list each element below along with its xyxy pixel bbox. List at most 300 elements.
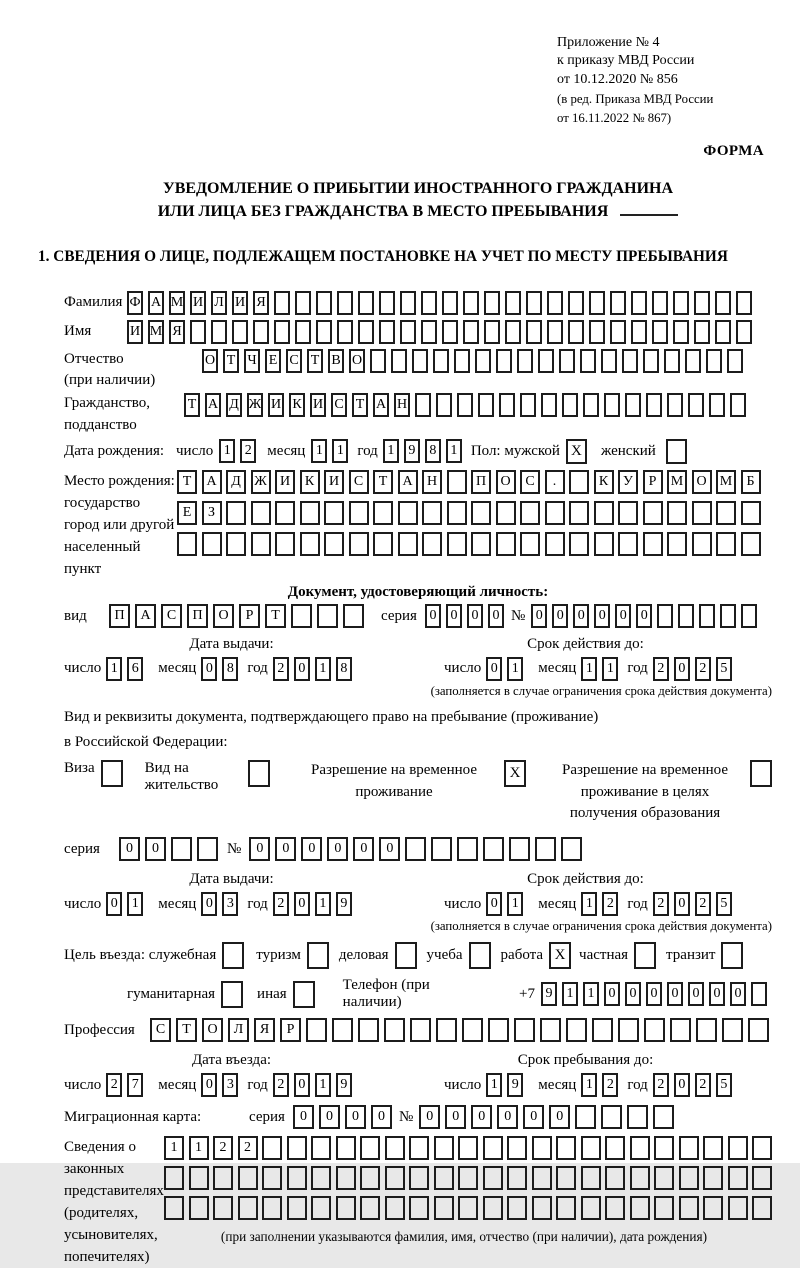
char-cell[interactable]: [526, 291, 542, 315]
char-cell[interactable]: [654, 1136, 674, 1160]
char-cell[interactable]: [630, 1166, 650, 1190]
char-cell[interactable]: 0: [294, 1073, 310, 1097]
char-cell[interactable]: [164, 1166, 184, 1190]
char-cell[interactable]: [556, 1196, 576, 1220]
char-cell[interactable]: [422, 532, 442, 556]
char-cell[interactable]: Т: [184, 393, 200, 417]
char-cell[interactable]: [379, 320, 395, 344]
char-cell[interactable]: [752, 1166, 772, 1190]
char-cell[interactable]: [556, 1166, 576, 1190]
char-cell[interactable]: 0: [488, 604, 504, 628]
char-cell[interactable]: 2: [695, 892, 711, 916]
char-cell[interactable]: 0: [419, 1105, 440, 1129]
char-cell[interactable]: 0: [379, 837, 400, 861]
char-cell[interactable]: 0: [119, 837, 140, 861]
char-cell[interactable]: П: [109, 604, 130, 628]
char-cell[interactable]: 9: [336, 1073, 352, 1097]
char-cell[interactable]: [343, 604, 364, 628]
char-cell[interactable]: [652, 291, 668, 315]
char-cell[interactable]: [463, 320, 479, 344]
char-cell[interactable]: 0: [730, 982, 746, 1006]
char-cell[interactable]: 8: [425, 439, 441, 463]
char-cell[interactable]: [545, 532, 565, 556]
char-cell[interactable]: [736, 320, 752, 344]
char-cell[interactable]: [562, 393, 578, 417]
char-cell[interactable]: [349, 501, 369, 525]
char-cell[interactable]: 9: [507, 1073, 523, 1097]
char-cell[interactable]: [475, 349, 491, 373]
char-cell[interactable]: 0: [646, 982, 662, 1006]
char-cell[interactable]: [644, 1018, 665, 1042]
char-cell[interactable]: [703, 1166, 723, 1190]
char-cell[interactable]: [592, 1018, 613, 1042]
char-cell[interactable]: [232, 320, 248, 344]
char-cell[interactable]: [545, 501, 565, 525]
char-cell[interactable]: [311, 1136, 331, 1160]
purpose-tourism-checkbox[interactable]: [307, 942, 329, 969]
char-cell[interactable]: [692, 501, 712, 525]
char-cell[interactable]: 2: [653, 657, 669, 681]
char-cell[interactable]: Б: [741, 470, 761, 494]
char-cell[interactable]: [421, 291, 437, 315]
char-cell[interactable]: [556, 1136, 576, 1160]
char-cell[interactable]: [678, 604, 694, 628]
char-cell[interactable]: [391, 349, 407, 373]
char-cell[interactable]: 8: [222, 657, 238, 681]
char-cell[interactable]: [664, 349, 680, 373]
char-cell[interactable]: Т: [177, 470, 197, 494]
char-cell[interactable]: [752, 1136, 772, 1160]
char-cell[interactable]: [605, 1196, 625, 1220]
char-cell[interactable]: 0: [445, 1105, 466, 1129]
char-cell[interactable]: [164, 1196, 184, 1220]
char-cell[interactable]: [385, 1136, 405, 1160]
char-cell[interactable]: В: [328, 349, 344, 373]
char-cell[interactable]: [484, 291, 500, 315]
char-cell[interactable]: 0: [301, 837, 322, 861]
char-cell[interactable]: 6: [127, 657, 143, 681]
char-cell[interactable]: [643, 349, 659, 373]
char-cell[interactable]: 0: [293, 1105, 314, 1129]
char-cell[interactable]: Я: [253, 291, 269, 315]
char-cell[interactable]: 0: [667, 982, 683, 1006]
char-cell[interactable]: [412, 349, 428, 373]
char-cell[interactable]: [415, 393, 431, 417]
char-cell[interactable]: [447, 501, 467, 525]
char-cell[interactable]: [716, 532, 736, 556]
char-cell[interactable]: [728, 1136, 748, 1160]
char-cell[interactable]: М: [716, 470, 736, 494]
char-cell[interactable]: [336, 1196, 356, 1220]
char-cell[interactable]: [720, 604, 736, 628]
char-cell[interactable]: А: [373, 393, 389, 417]
char-cell[interactable]: [189, 1196, 209, 1220]
char-cell[interactable]: [291, 604, 312, 628]
sex-female-checkbox[interactable]: [666, 439, 687, 464]
char-cell[interactable]: [583, 393, 599, 417]
char-cell[interactable]: [171, 837, 192, 861]
char-cell[interactable]: 3: [222, 1073, 238, 1097]
char-cell[interactable]: С: [331, 393, 347, 417]
char-cell[interactable]: Т: [223, 349, 239, 373]
char-cell[interactable]: [226, 501, 246, 525]
char-cell[interactable]: 0: [294, 657, 310, 681]
char-cell[interactable]: [517, 349, 533, 373]
char-cell[interactable]: [336, 1136, 356, 1160]
char-cell[interactable]: 0: [486, 657, 502, 681]
char-cell[interactable]: [358, 1018, 379, 1042]
char-cell[interactable]: К: [300, 470, 320, 494]
char-cell[interactable]: И: [275, 470, 295, 494]
char-cell[interactable]: [541, 393, 557, 417]
char-cell[interactable]: [741, 532, 761, 556]
char-cell[interactable]: [532, 1196, 552, 1220]
char-cell[interactable]: [274, 291, 290, 315]
char-cell[interactable]: [696, 1018, 717, 1042]
char-cell[interactable]: 0: [604, 982, 620, 1006]
char-cell[interactable]: [730, 393, 746, 417]
char-cell[interactable]: .: [545, 470, 565, 494]
char-cell[interactable]: [409, 1166, 429, 1190]
char-cell[interactable]: [360, 1136, 380, 1160]
char-cell[interactable]: [589, 320, 605, 344]
char-cell[interactable]: [736, 291, 752, 315]
char-cell[interactable]: [211, 320, 227, 344]
char-cell[interactable]: [409, 1136, 429, 1160]
char-cell[interactable]: [295, 320, 311, 344]
char-cell[interactable]: 0: [327, 837, 348, 861]
char-cell[interactable]: [275, 501, 295, 525]
char-cell[interactable]: [287, 1196, 307, 1220]
char-cell[interactable]: [496, 532, 516, 556]
char-cell[interactable]: [520, 501, 540, 525]
char-cell[interactable]: [434, 1196, 454, 1220]
char-cell[interactable]: [594, 501, 614, 525]
char-cell[interactable]: П: [187, 604, 208, 628]
char-cell[interactable]: М: [169, 291, 185, 315]
char-cell[interactable]: [431, 837, 452, 861]
char-cell[interactable]: [251, 532, 271, 556]
char-cell[interactable]: А: [135, 604, 156, 628]
char-cell[interactable]: [692, 532, 712, 556]
char-cell[interactable]: 0: [674, 1073, 690, 1097]
char-cell[interactable]: Т: [307, 349, 323, 373]
char-cell[interactable]: [679, 1166, 699, 1190]
char-cell[interactable]: 2: [602, 892, 618, 916]
char-cell[interactable]: [202, 532, 222, 556]
char-cell[interactable]: 1: [332, 439, 348, 463]
char-cell[interactable]: [694, 320, 710, 344]
char-cell[interactable]: 2: [240, 439, 256, 463]
char-cell[interactable]: [715, 320, 731, 344]
char-cell[interactable]: [311, 1166, 331, 1190]
char-cell[interactable]: О: [349, 349, 365, 373]
char-cell[interactable]: [287, 1136, 307, 1160]
char-cell[interactable]: [471, 532, 491, 556]
char-cell[interactable]: 2: [273, 657, 289, 681]
char-cell[interactable]: [457, 837, 478, 861]
char-cell[interactable]: 9: [541, 982, 557, 1006]
char-cell[interactable]: 9: [336, 892, 352, 916]
char-cell[interactable]: [561, 837, 582, 861]
char-cell[interactable]: [581, 1196, 601, 1220]
char-cell[interactable]: 0: [552, 604, 568, 628]
char-cell[interactable]: Р: [643, 470, 663, 494]
char-cell[interactable]: [358, 291, 374, 315]
char-cell[interactable]: М: [667, 470, 687, 494]
char-cell[interactable]: [601, 1105, 622, 1129]
char-cell[interactable]: 1: [315, 1073, 331, 1097]
char-cell[interactable]: [509, 837, 530, 861]
char-cell[interactable]: Р: [280, 1018, 301, 1042]
char-cell[interactable]: 5: [716, 892, 732, 916]
char-cell[interactable]: [715, 291, 731, 315]
char-cell[interactable]: 0: [319, 1105, 340, 1129]
char-cell[interactable]: 0: [145, 837, 166, 861]
char-cell[interactable]: К: [289, 393, 305, 417]
char-cell[interactable]: [300, 501, 320, 525]
char-cell[interactable]: [654, 1196, 674, 1220]
char-cell[interactable]: [324, 532, 344, 556]
char-cell[interactable]: [605, 1136, 625, 1160]
char-cell[interactable]: 0: [688, 982, 704, 1006]
char-cell[interactable]: 2: [653, 1073, 669, 1097]
char-cell[interactable]: [471, 501, 491, 525]
char-cell[interactable]: 0: [471, 1105, 492, 1129]
char-cell[interactable]: [535, 837, 556, 861]
char-cell[interactable]: [569, 470, 589, 494]
char-cell[interactable]: Ж: [247, 393, 263, 417]
char-cell[interactable]: С: [349, 470, 369, 494]
char-cell[interactable]: [447, 470, 467, 494]
char-cell[interactable]: 0: [497, 1105, 518, 1129]
char-cell[interactable]: 0: [709, 982, 725, 1006]
char-cell[interactable]: [373, 501, 393, 525]
char-cell[interactable]: [189, 1166, 209, 1190]
char-cell[interactable]: [434, 1136, 454, 1160]
char-cell[interactable]: К: [594, 470, 614, 494]
char-cell[interactable]: [505, 320, 521, 344]
char-cell[interactable]: [540, 1018, 561, 1042]
char-cell[interactable]: [197, 837, 218, 861]
char-cell[interactable]: [667, 393, 683, 417]
visa-checkbox[interactable]: [101, 760, 123, 787]
char-cell[interactable]: [643, 532, 663, 556]
char-cell[interactable]: [752, 1196, 772, 1220]
char-cell[interactable]: [601, 349, 617, 373]
char-cell[interactable]: [568, 320, 584, 344]
char-cell[interactable]: [360, 1196, 380, 1220]
char-cell[interactable]: [652, 320, 668, 344]
char-cell[interactable]: [421, 320, 437, 344]
char-cell[interactable]: [694, 291, 710, 315]
char-cell[interactable]: П: [471, 470, 491, 494]
char-cell[interactable]: [679, 1136, 699, 1160]
char-cell[interactable]: [483, 1166, 503, 1190]
char-cell[interactable]: [605, 1166, 625, 1190]
char-cell[interactable]: О: [213, 604, 234, 628]
char-cell[interactable]: [604, 393, 620, 417]
char-cell[interactable]: [384, 1018, 405, 1042]
char-cell[interactable]: 1: [562, 982, 578, 1006]
char-cell[interactable]: Д: [226, 470, 246, 494]
char-cell[interactable]: [630, 1136, 650, 1160]
char-cell[interactable]: 1: [164, 1136, 184, 1160]
char-cell[interactable]: 1: [507, 892, 523, 916]
char-cell[interactable]: 0: [201, 657, 217, 681]
char-cell[interactable]: [670, 1018, 691, 1042]
char-cell[interactable]: О: [202, 349, 218, 373]
char-cell[interactable]: [722, 1018, 743, 1042]
char-cell[interactable]: А: [398, 470, 418, 494]
char-cell[interactable]: [657, 604, 673, 628]
char-cell[interactable]: [336, 1166, 356, 1190]
char-cell[interactable]: [324, 501, 344, 525]
char-cell[interactable]: И: [232, 291, 248, 315]
char-cell[interactable]: [213, 1196, 233, 1220]
char-cell[interactable]: 0: [531, 604, 547, 628]
char-cell[interactable]: [559, 349, 575, 373]
char-cell[interactable]: О: [202, 1018, 223, 1042]
char-cell[interactable]: [238, 1196, 258, 1220]
char-cell[interactable]: 1: [189, 1136, 209, 1160]
char-cell[interactable]: Ч: [244, 349, 260, 373]
char-cell[interactable]: [385, 1166, 405, 1190]
char-cell[interactable]: [484, 320, 500, 344]
char-cell[interactable]: [575, 1105, 596, 1129]
purpose-other-checkbox[interactable]: [293, 981, 315, 1008]
char-cell[interactable]: О: [496, 470, 516, 494]
char-cell[interactable]: 0: [425, 604, 441, 628]
char-cell[interactable]: [483, 1196, 503, 1220]
char-cell[interactable]: Т: [265, 604, 286, 628]
char-cell[interactable]: [505, 291, 521, 315]
purpose-private-checkbox[interactable]: [634, 942, 656, 969]
char-cell[interactable]: Я: [254, 1018, 275, 1042]
char-cell[interactable]: [538, 349, 554, 373]
char-cell[interactable]: [685, 349, 701, 373]
char-cell[interactable]: [349, 532, 369, 556]
char-cell[interactable]: 1: [219, 439, 235, 463]
char-cell[interactable]: [496, 501, 516, 525]
char-cell[interactable]: Т: [352, 393, 368, 417]
char-cell[interactable]: [226, 532, 246, 556]
char-cell[interactable]: [643, 501, 663, 525]
char-cell[interactable]: Н: [422, 470, 442, 494]
char-cell[interactable]: [398, 532, 418, 556]
char-cell[interactable]: [253, 320, 269, 344]
char-cell[interactable]: 0: [573, 604, 589, 628]
char-cell[interactable]: 1: [383, 439, 399, 463]
char-cell[interactable]: [610, 291, 626, 315]
char-cell[interactable]: [627, 1105, 648, 1129]
char-cell[interactable]: [581, 1136, 601, 1160]
char-cell[interactable]: [526, 320, 542, 344]
char-cell[interactable]: 1: [602, 657, 618, 681]
char-cell[interactable]: С: [150, 1018, 171, 1042]
char-cell[interactable]: 5: [716, 1073, 732, 1097]
char-cell[interactable]: [520, 532, 540, 556]
char-cell[interactable]: 0: [486, 892, 502, 916]
char-cell[interactable]: 0: [636, 604, 652, 628]
char-cell[interactable]: [447, 532, 467, 556]
char-cell[interactable]: [496, 349, 512, 373]
char-cell[interactable]: [673, 291, 689, 315]
char-cell[interactable]: 0: [275, 837, 296, 861]
temp-residence-checkbox[interactable]: X: [504, 760, 526, 787]
char-cell[interactable]: [442, 320, 458, 344]
char-cell[interactable]: [287, 1166, 307, 1190]
char-cell[interactable]: [483, 837, 504, 861]
char-cell[interactable]: У: [618, 470, 638, 494]
char-cell[interactable]: 9: [404, 439, 420, 463]
char-cell[interactable]: [458, 1166, 478, 1190]
char-cell[interactable]: [688, 393, 704, 417]
char-cell[interactable]: [625, 393, 641, 417]
char-cell[interactable]: 7: [127, 1073, 143, 1097]
char-cell[interactable]: Ж: [251, 470, 271, 494]
char-cell[interactable]: И: [127, 320, 143, 344]
char-cell[interactable]: [520, 393, 536, 417]
char-cell[interactable]: [262, 1136, 282, 1160]
char-cell[interactable]: [434, 1166, 454, 1190]
char-cell[interactable]: 2: [695, 657, 711, 681]
char-cell[interactable]: [703, 1136, 723, 1160]
char-cell[interactable]: [569, 532, 589, 556]
char-cell[interactable]: [488, 1018, 509, 1042]
char-cell[interactable]: Т: [176, 1018, 197, 1042]
char-cell[interactable]: [547, 291, 563, 315]
char-cell[interactable]: [728, 1166, 748, 1190]
char-cell[interactable]: 1: [486, 1073, 502, 1097]
char-cell[interactable]: Т: [373, 470, 393, 494]
char-cell[interactable]: А: [205, 393, 221, 417]
char-cell[interactable]: 0: [201, 892, 217, 916]
char-cell[interactable]: [457, 393, 473, 417]
char-cell[interactable]: [360, 1166, 380, 1190]
char-cell[interactable]: [433, 349, 449, 373]
char-cell[interactable]: 2: [106, 1073, 122, 1097]
char-cell[interactable]: 1: [311, 439, 327, 463]
char-cell[interactable]: [358, 320, 374, 344]
purpose-work-checkbox[interactable]: X: [549, 942, 571, 969]
char-cell[interactable]: 1: [581, 657, 597, 681]
char-cell[interactable]: [667, 501, 687, 525]
purpose-humanitarian-checkbox[interactable]: [221, 981, 243, 1008]
char-cell[interactable]: [400, 320, 416, 344]
char-cell[interactable]: [337, 291, 353, 315]
char-cell[interactable]: [373, 532, 393, 556]
char-cell[interactable]: [581, 1166, 601, 1190]
temp-residence-edu-checkbox[interactable]: [750, 760, 772, 787]
char-cell[interactable]: 0: [446, 604, 462, 628]
char-cell[interactable]: [316, 320, 332, 344]
char-cell[interactable]: [462, 1018, 483, 1042]
char-cell[interactable]: 0: [549, 1105, 570, 1129]
char-cell[interactable]: [594, 532, 614, 556]
char-cell[interactable]: [507, 1166, 527, 1190]
char-cell[interactable]: [580, 349, 596, 373]
char-cell[interactable]: [274, 320, 290, 344]
char-cell[interactable]: И: [190, 291, 206, 315]
char-cell[interactable]: [370, 349, 386, 373]
char-cell[interactable]: [741, 604, 757, 628]
char-cell[interactable]: 0: [371, 1105, 392, 1129]
char-cell[interactable]: [673, 320, 689, 344]
char-cell[interactable]: [741, 501, 761, 525]
char-cell[interactable]: 1: [581, 892, 597, 916]
char-cell[interactable]: 1: [315, 892, 331, 916]
